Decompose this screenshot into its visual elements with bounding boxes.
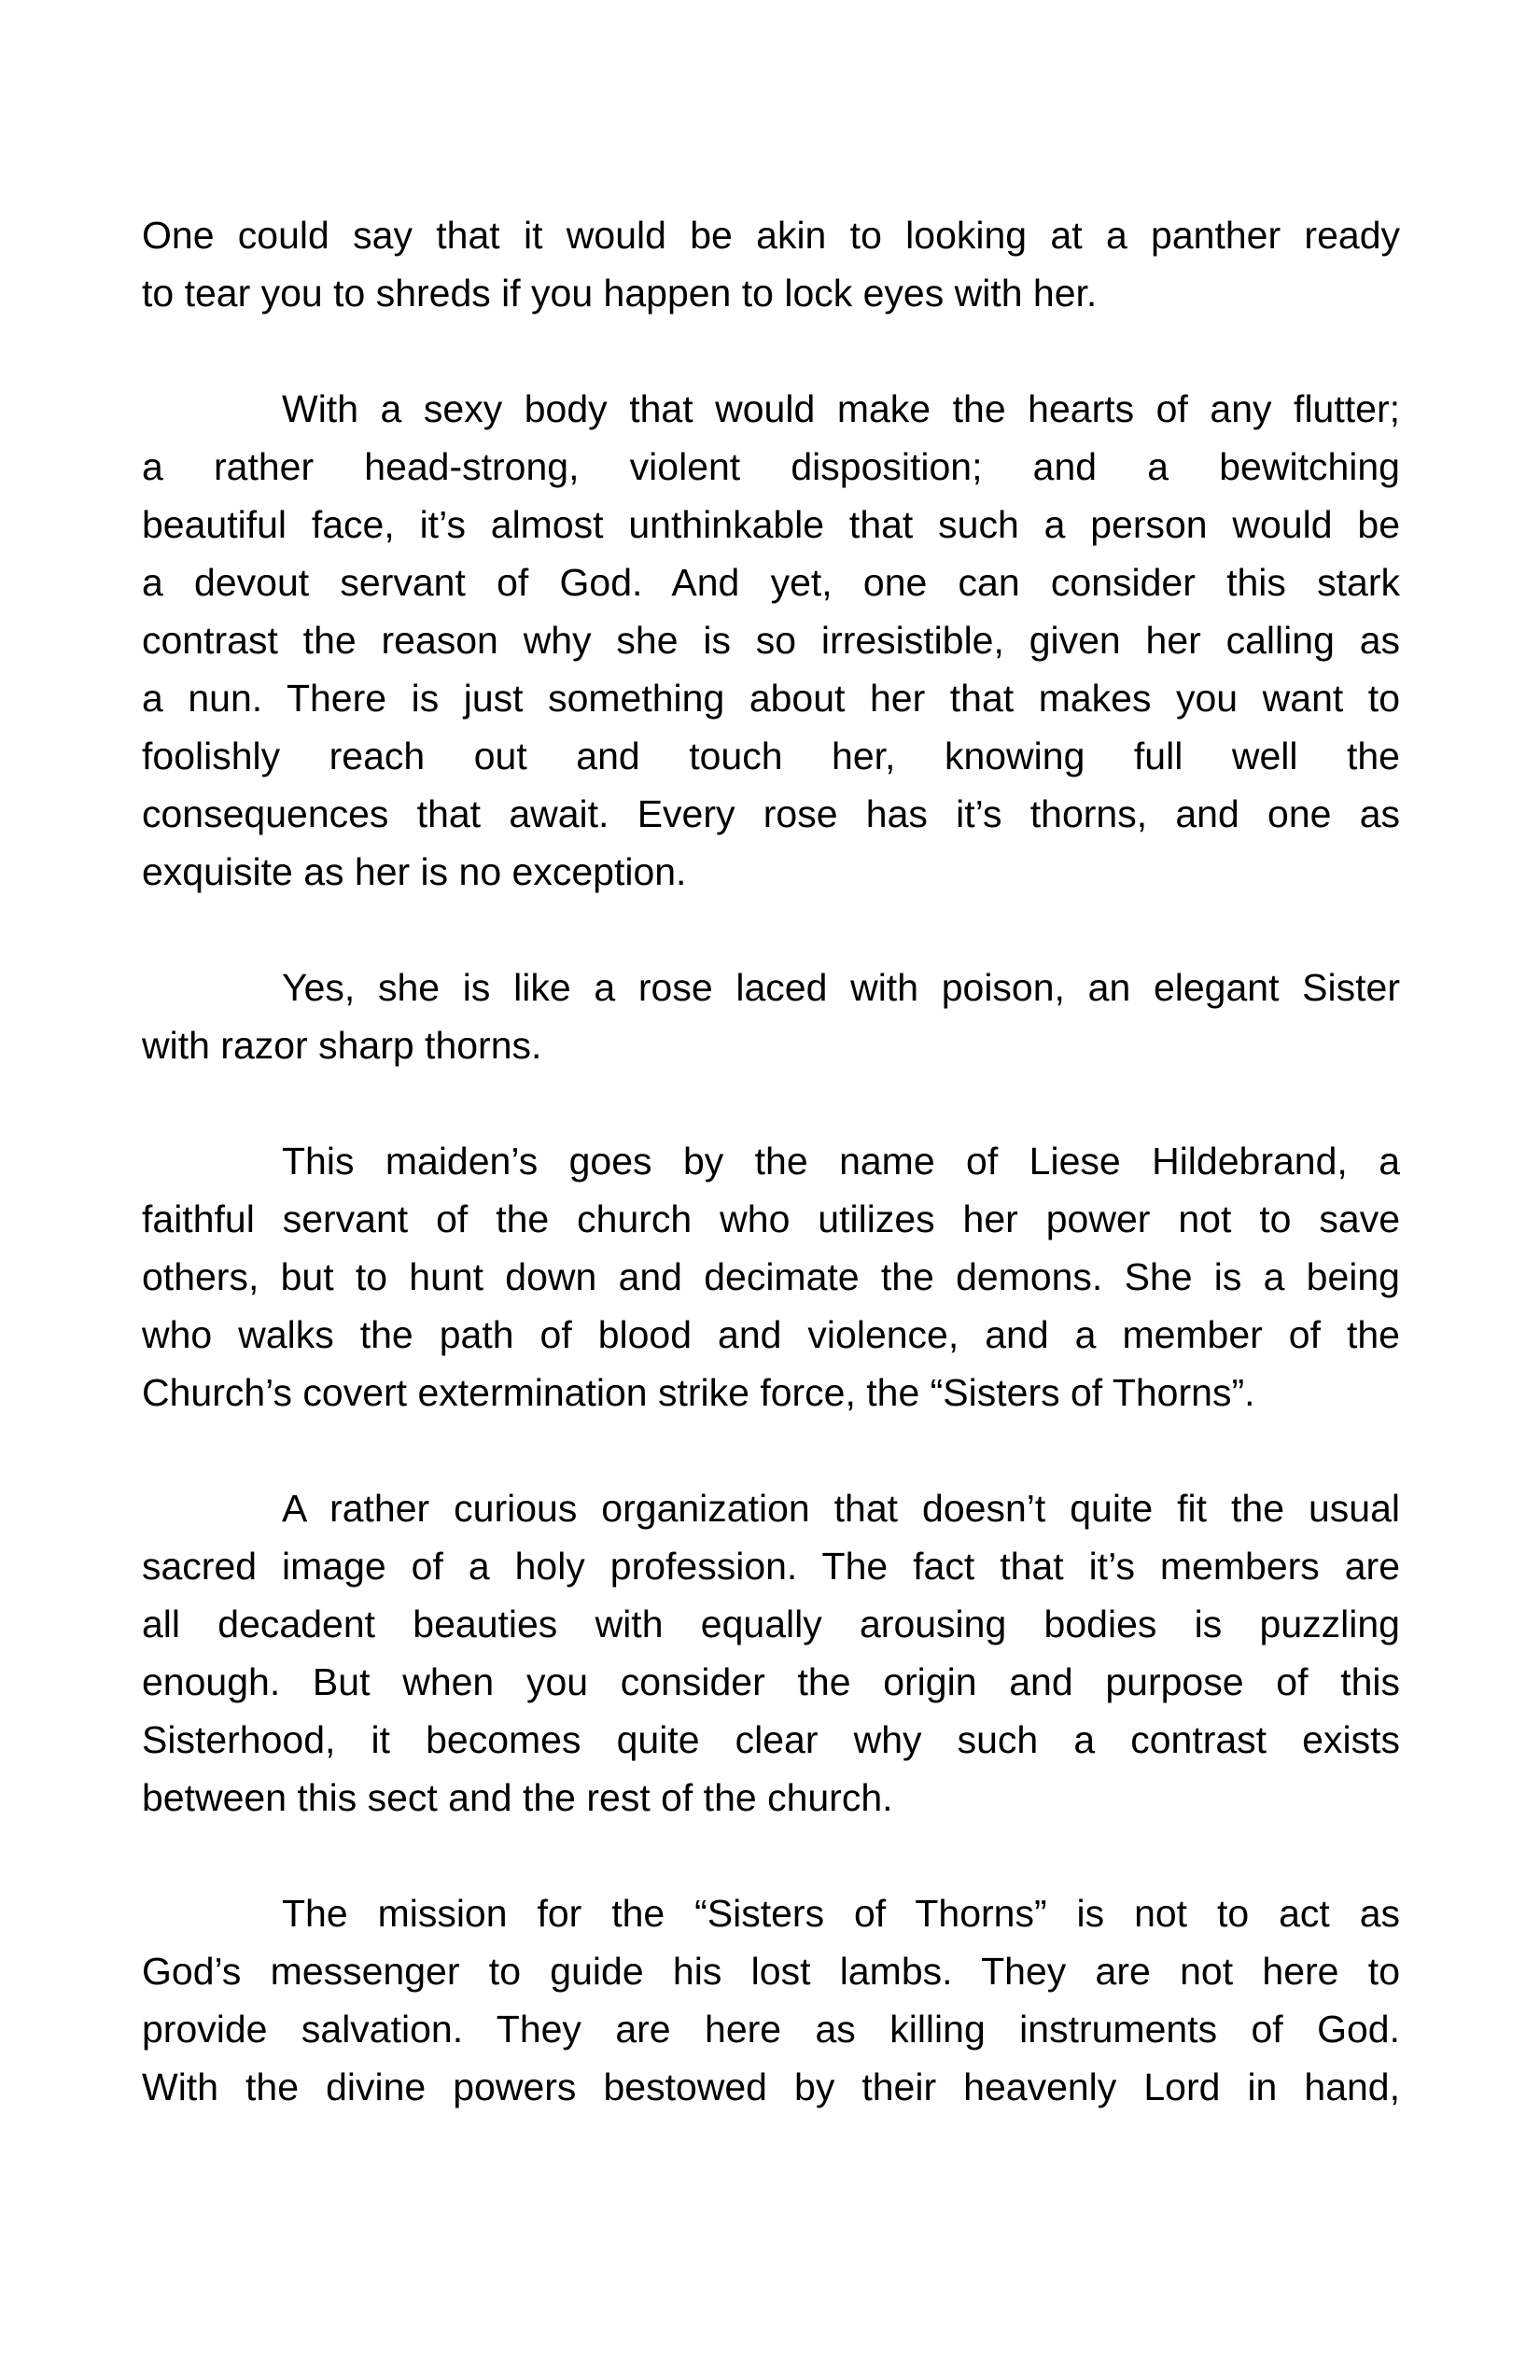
text-line: Sisterhood, it becomes quite clear why such a contrast exists [142, 1718, 1400, 1761]
text-line: exquisite as her is no exception. [142, 850, 687, 893]
document-body [142, 206, 1400, 2116]
text-line: sacred image of a holy profession. The fact that it’s members are [142, 1545, 1400, 1588]
text-line: provide salvation. They are here as killing instruments of God. [142, 2008, 1400, 2051]
paragraph [142, 1479, 1400, 1827]
text-line: all decadent beauties with equally arousing bodies is puzzling [142, 1603, 1400, 1645]
text-line: Yes, she is like a rose laced with poison, an elegant Sister [282, 966, 1400, 1009]
text-line: faithful servant of the church who utilizes her power not to save [142, 1197, 1400, 1240]
text-line: to tear you to shreds if you happen to lock eyes with her. [142, 272, 1098, 315]
text-line: One could say that it would be akin to looking at a panther ready [142, 214, 1400, 257]
text-line: This maiden’s goes by the name of Liese Hildebrand, a [282, 1140, 1400, 1183]
paragraph [142, 959, 1400, 1074]
paragraph [142, 380, 1400, 901]
text-line: with razor sharp thorns. [142, 1024, 542, 1067]
paragraph [142, 1884, 1400, 2116]
text-line: enough. But when you consider the origin and purpose of this [142, 1660, 1400, 1703]
text-line: consequences that await. Every rose has it’s thorns, and one as [142, 792, 1400, 835]
paragraph [142, 1132, 1400, 1421]
text-line: foolishly reach out and touch her, knowing full well the [142, 735, 1400, 777]
text-line: God’s messenger to guide his lost lambs. They are not here to [142, 1950, 1400, 1993]
text-line: between this sect and the rest of the church. [142, 1776, 893, 1819]
text-line: contrast the reason why she is so irresistible, given her calling as [142, 619, 1400, 662]
text-line: The mission for the “Sisters of Thorns” is not to act as [282, 1892, 1400, 1935]
text-line: others, but to hunt down and decimate the demons. She is a being [142, 1255, 1400, 1298]
text-line: a rather head-strong, violent disposition; and a bewitching [142, 445, 1400, 488]
text-line: With the divine powers bestowed by their heavenly Lord in hand, [142, 2065, 1400, 2108]
text-line: a nun. There is just something about her that makes you want to [142, 677, 1400, 720]
paragraph [142, 206, 1400, 322]
text-line: a devout servant of God. And yet, one can consider this stark [142, 561, 1400, 604]
text-line: who walks the path of blood and violence, and a member of the [142, 1313, 1400, 1356]
text-line: A rather curious organization that doesn’t quite fit the usual [282, 1487, 1400, 1530]
text-line: beautiful face, it’s almost unthinkable that such a person would be [142, 503, 1400, 546]
text-line: Church’s covert extermination strike force, the “Sisters of Thorns”. [142, 1371, 1255, 1414]
text-line: With a sexy body that would make the hearts of any flutter; [282, 387, 1400, 430]
